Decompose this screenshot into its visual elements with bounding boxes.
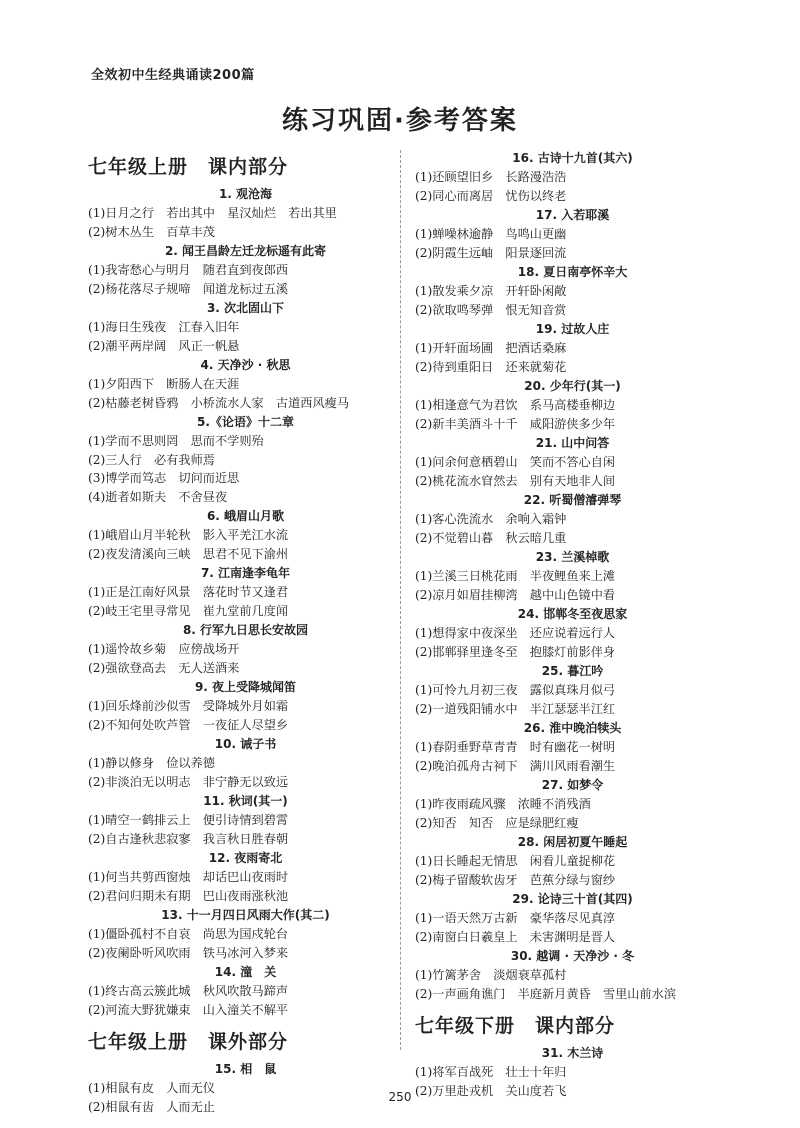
answer-line: (2)梅子留酸软齿牙 芭蕉分绿与窗纱 (415, 872, 616, 887)
answer-line: (1)峨眉山月半轮秋 影入平羌江水流 (88, 528, 289, 542)
answer-line: (1)客心洗流水 余响入霜钟 (415, 512, 567, 526)
answer-block (88, 1059, 403, 1116)
poem-title: 24. 邯郸冬至夜思家 (517, 607, 628, 621)
answer-line: (1)春阴垂野草青青 时有幽花一树明 (415, 740, 616, 754)
poem-title: 4. 天净沙 · 秋思 (200, 358, 291, 372)
answer-line: (2)强欲登高去 无人送酒来 (88, 660, 240, 675)
answer-line: (1)一语天然万古新 豪华落尽见真淳 (415, 911, 616, 925)
answer-line: (2)晚泊孤舟古祠下 满川风雨看潮生 (415, 758, 616, 773)
answer-line: (2)知否 知否 应是绿肥红瘦 (415, 815, 579, 830)
poem-title: 2. 闻王昌龄左迁龙标遥有此寄 (164, 244, 327, 258)
answer-line: (1)蝉噪林逾静 鸟鸣山更幽 (415, 227, 567, 241)
answer-line: (1)问余何意栖碧山 笑而不答心自闲 (415, 455, 616, 469)
answer-block (88, 355, 403, 412)
left-column (88, 148, 403, 1116)
answer-block (415, 946, 730, 1003)
answer-block (415, 547, 730, 604)
answer-line: (4)逝者如斯夫 不舍昼夜 (88, 489, 228, 504)
answer-line: (2)欲取鸣琴弹 恨无知音赏 (415, 302, 567, 317)
answer-line: (1)学而不思则罔 思而不学则殆 (88, 434, 264, 448)
answer-line: (1)日长睡起无情思 闲看儿童捉柳花 (415, 854, 616, 868)
poem-title: 10. 诫子书 (214, 737, 277, 751)
answer-block (415, 604, 730, 661)
poem-title: 3. 次北固山下 (206, 301, 285, 315)
answer-block (415, 262, 730, 319)
answer-line: (2)一道残阳铺水中 半江瑟瑟半江红 (415, 701, 616, 716)
section-heading: 七年级上册 课内部分 (88, 156, 289, 178)
section-heading: 七年级下册 课内部分 (415, 1015, 616, 1037)
answer-line: (1)我寄愁心与明月 随君直到夜郎西 (88, 263, 289, 277)
answer-line: (1)兰溪三日桃花雨 半夜鲤鱼来上滩 (415, 569, 616, 583)
answer-block (88, 791, 403, 848)
answer-line: (2)非淡泊无以明志 非宁静无以致远 (88, 774, 289, 789)
answer-block (415, 319, 730, 376)
answer-block (415, 775, 730, 832)
poem-title: 16. 古诗十九首(其六) (512, 151, 633, 165)
answer-line: (1)可怜九月初三夜 露似真珠月似弓 (415, 683, 616, 697)
answer-block (88, 620, 403, 677)
answer-block (415, 832, 730, 889)
poem-title: 6. 峨眉山月歌 (206, 509, 285, 523)
answer-line: (1)想得家中夜深坐 还应说着远行人 (415, 626, 616, 640)
answer-block (415, 433, 730, 490)
answer-line: (2)阴霞生远岫 阳景逐回流 (415, 245, 567, 260)
answer-line: (1)海日生残夜 江春入旧年 (88, 320, 240, 334)
answer-line: (1)散发乘夕凉 开轩卧闲敞 (415, 284, 567, 298)
answer-line: (2)同心而离居 忧伤以终老 (415, 188, 567, 203)
answer-block (88, 962, 403, 1019)
answer-line: (2)万里赴戎机 关山度若飞 (415, 1083, 567, 1098)
poem-title: 14. 潼 关 (214, 965, 277, 979)
answer-block (88, 677, 403, 734)
poem-title: 18. 夏日南亭怀辛大 (517, 265, 628, 279)
answer-block (415, 376, 730, 433)
answer-block (88, 412, 403, 506)
poem-title: 5.《论语》十二章 (197, 415, 294, 429)
answer-line: (1)竹篱茅舍 淡烟衰草孤村 (415, 968, 567, 982)
poem-title: 23. 兰溪棹歌 (535, 550, 610, 564)
answer-line: (2)杨花落尽子规啼 闻道龙标过五溪 (88, 281, 289, 296)
answer-line: (2)夜发清溪向三峡 思君不见下渝州 (88, 546, 289, 561)
answer-line: (1)回乐烽前沙似雪 受降城外月如霜 (88, 699, 289, 713)
answer-line: (1)相鼠有皮 人而无仪 (88, 1081, 215, 1095)
poem-title: 12. 夜雨寄北 (208, 851, 283, 865)
answer-block (415, 205, 730, 262)
answer-line: (2)新丰美酒斗十千 咸阳游侠多少年 (415, 416, 616, 431)
answer-line: (2)君问归期未有期 巴山夜雨涨秋池 (88, 888, 289, 903)
answer-line: (1)夕阳西下 断肠人在天涯 (88, 377, 240, 391)
answer-line: (1)相逢意气为君饮 系马高楼垂柳边 (415, 398, 616, 412)
answer-block (88, 298, 403, 355)
poem-title: 1. 观沧海 (218, 187, 273, 201)
answer-line: (3)博学而笃志 切问而近思 (88, 471, 240, 485)
answer-line: (1)正是江南好风景 落花时节又逢君 (88, 585, 289, 599)
answer-line: (1)开轩面场圃 把酒话桑麻 (415, 341, 567, 355)
answer-line: (2)桃花流水窅然去 别有天地非人间 (415, 473, 616, 488)
answer-line: (2)潮平两岸阔 风正一帆悬 (88, 338, 240, 353)
poem-title: 31. 木兰诗 (541, 1046, 604, 1060)
answer-line: (1)何当共剪西窗烛 却话巴山夜雨时 (88, 870, 289, 884)
answer-block (415, 718, 730, 775)
answer-line: (2)相鼠有齿 人而无止 (88, 1099, 215, 1114)
answer-block (88, 734, 403, 791)
right-column (415, 148, 730, 1100)
answer-line: (2)凉月如眉挂柳湾 越中山色镜中看 (415, 587, 616, 602)
answer-block (415, 148, 730, 205)
answer-line: (1)遥怜故乡菊 应傍战场开 (88, 642, 240, 656)
poem-title: 7. 江南逢李龟年 (200, 566, 291, 580)
answer-line: (2)三人行 必有我师焉 (88, 452, 215, 467)
answer-block (88, 848, 403, 905)
poem-title: 30. 越调 · 天净沙 · 冬 (510, 949, 635, 963)
answer-line: (1)还顾望旧乡 长路漫浩浩 (415, 170, 567, 184)
answer-block (415, 889, 730, 946)
answer-block (415, 661, 730, 718)
section-heading: 七年级上册 课外部分 (88, 1031, 289, 1053)
poem-title: 19. 过故人庄 (535, 322, 610, 336)
answer-line: (2)待到重阳日 还来就菊花 (415, 359, 567, 374)
answer-line: (2)不觉碧山暮 秋云暗几重 (415, 530, 567, 545)
poem-title: 28. 闲居初夏午睡起 (517, 835, 628, 849)
answer-line: (2)自古逢秋悲寂寥 我言秋日胜春朝 (88, 831, 289, 846)
answer-line: (1)静以修身 俭以养德 (88, 756, 215, 770)
running-header: 全效初中生经典诵读200篇 (91, 68, 255, 83)
poem-title: 11. 秋词(其一) (203, 794, 288, 808)
poem-title: 8. 行军九日思长安故园 (182, 623, 309, 637)
poem-title: 15. 相 鼠 (214, 1062, 277, 1076)
answer-line: (1)僵卧孤村不自哀 尚思为国戍轮台 (88, 927, 289, 941)
poem-title: 9. 夜上受降城闻笛 (194, 680, 297, 694)
answer-block (88, 241, 403, 298)
poem-title: 20. 少年行(其一) (524, 379, 621, 393)
answer-line: (2)一声画角谯门 半庭新月黄昏 雪里山前水滨 (415, 986, 677, 1001)
answer-line: (1)昨夜雨疏风骤 浓睡不消残酒 (415, 797, 591, 811)
poem-title: 27. 如梦令 (541, 778, 604, 792)
page-title: 练习巩固·参考答案 (282, 106, 518, 136)
poem-title: 29. 论诗三十首(其四) (512, 892, 633, 906)
answer-line: (2)南窗白日羲皇上 未害渊明是晋人 (415, 929, 616, 944)
poem-title: 25. 暮江吟 (541, 664, 604, 678)
answer-line: (2)不知何处吹芦管 一夜征人尽望乡 (88, 717, 289, 732)
answer-line: (2)邯郸驿里逢冬至 抱膝灯前影伴身 (415, 644, 616, 659)
page-number: 250 (388, 1090, 412, 1104)
answer-line: (2)夜阑卧听风吹雨 铁马冰河入梦来 (88, 945, 289, 960)
poem-title: 21. 山中问答 (535, 436, 610, 450)
answer-block (88, 563, 403, 620)
poem-title: 26. 淮中晚泊犊头 (523, 721, 622, 735)
answer-block (415, 490, 730, 547)
answer-line: (2)岐王宅里寻常见 崔九堂前几度闻 (88, 603, 289, 618)
poem-title: 13. 十一月四日风雨大作(其二) (161, 908, 330, 922)
answer-line: (2)树木丛生 百草丰茂 (88, 224, 215, 239)
answer-block (88, 506, 403, 563)
answer-line: (1)终古高云簇此城 秋风吹散马蹄声 (88, 984, 289, 998)
answer-line: (1)将军百战死 壮士十年归 (415, 1065, 567, 1079)
answer-line: (2)河流大野犹嫌束 山入潼关不解平 (88, 1002, 289, 1017)
answer-line: (2)枯藤老树昏鸦 小桥流水人家 古道西风瘦马 (88, 395, 350, 410)
answer-block (88, 905, 403, 962)
answer-line: (1)晴空一鹤排云上 便引诗情到碧霄 (88, 813, 289, 827)
answer-block (88, 184, 403, 241)
poem-title: 17. 入若耶溪 (535, 208, 610, 222)
answer-line: (1)日月之行 若出其中 星汉灿烂 若出其里 (88, 206, 337, 220)
poem-title: 22. 听蜀僧濬弹琴 (523, 493, 622, 507)
